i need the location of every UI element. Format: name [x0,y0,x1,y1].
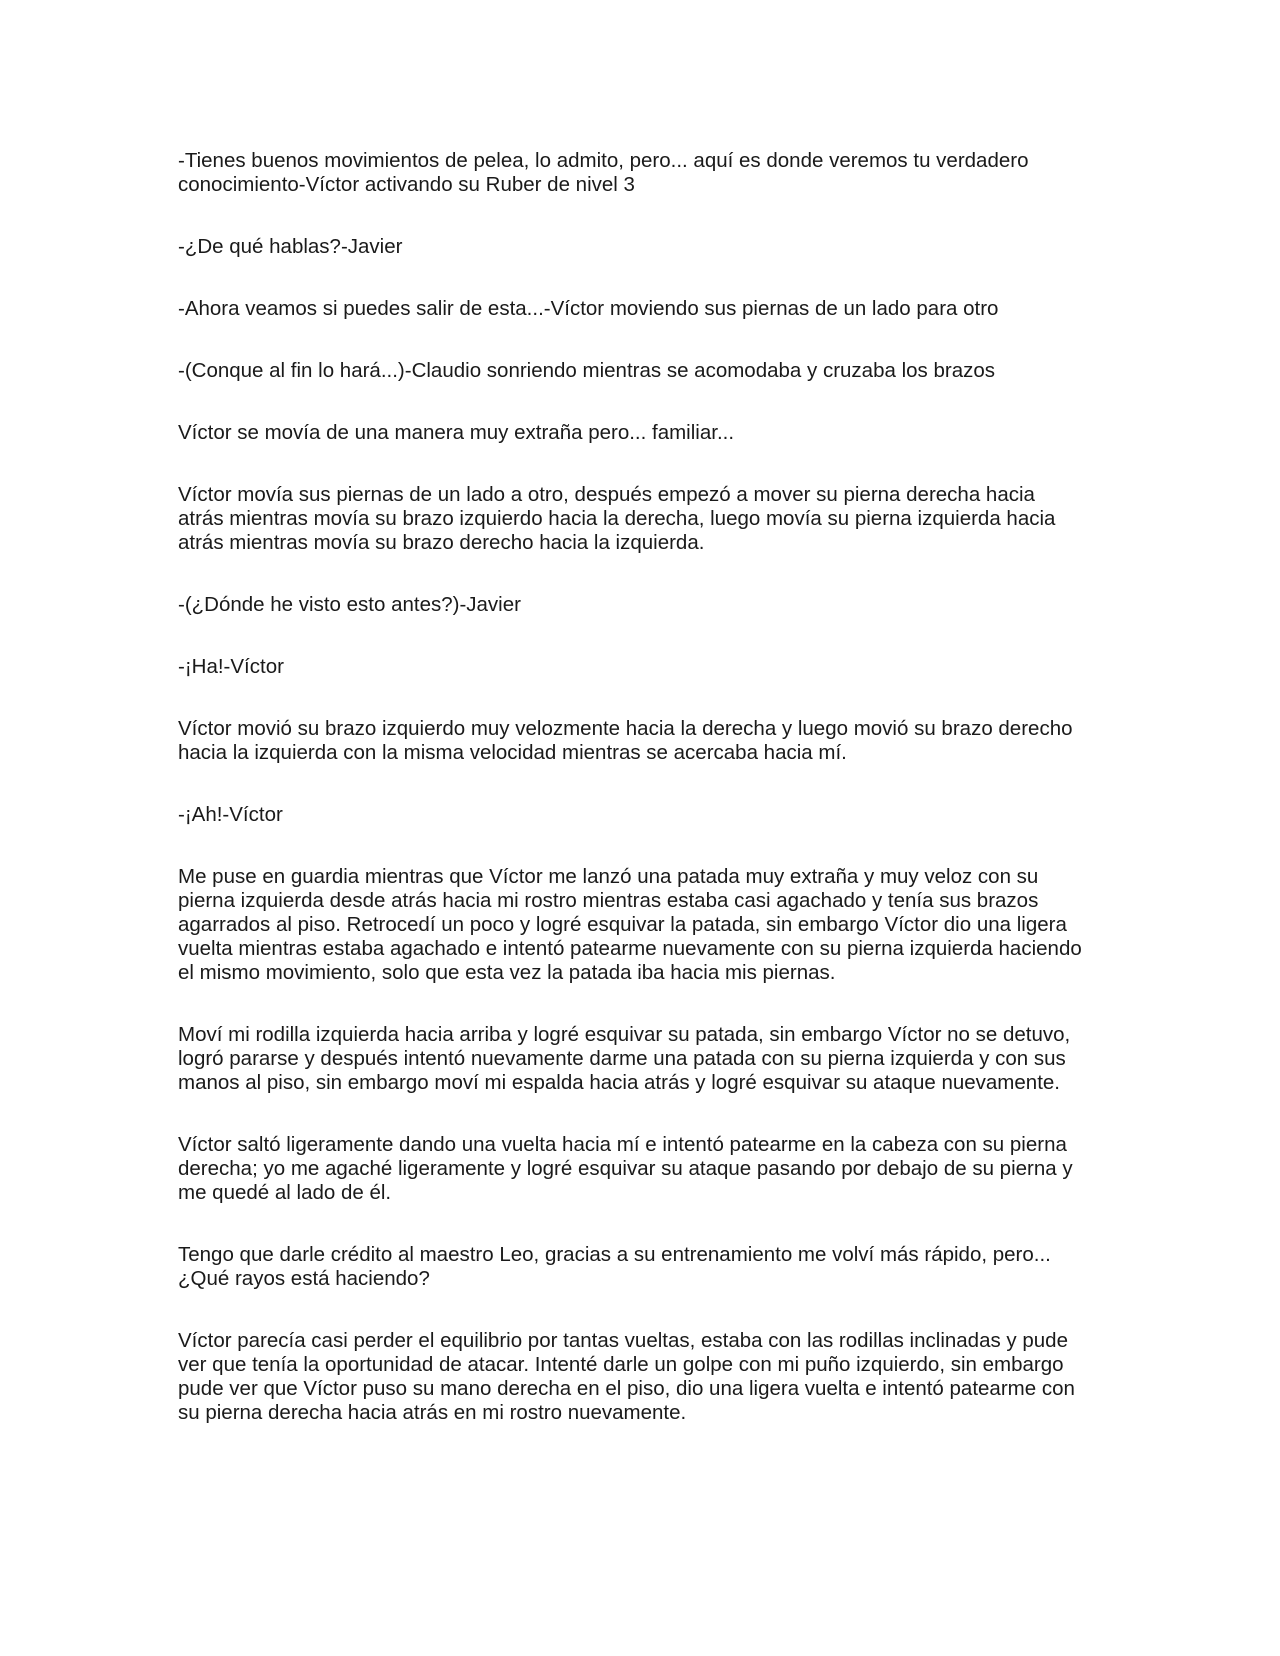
paragraph: -Tienes buenos movimientos de pelea, lo admito, pero... aquí es donde veremos tu verdadero conocimiento-Víctor activando su Ruber de nivel 3 [178,149,1029,196]
paragraph: -¿De qué hablas?-Javier [178,235,403,258]
paragraph: -¡Ah!-Víctor [178,803,283,826]
paragraph: -(Conque al fin lo hará...)-Claudio sonriendo mientras se acomodaba y cruzaba los brazos [178,359,996,382]
paragraph: -(¿Dónde he visto esto antes?)-Javier [178,593,521,616]
document-body [178,149,1108,1463]
paragraph: Víctor movió su brazo izquierdo muy velozmente hacia la derecha y luego movió su brazo derecho hacia la izquierda con la misma velocidad mientras se acercaba hacia mí. [178,717,1073,764]
paragraph: Tengo que darle crédito al maestro Leo, gracias a su entrenamiento me volví más rápido, pero... ¿Qué rayos está haciendo? [178,1243,1051,1290]
paragraph: Víctor se movía de una manera muy extraña pero... familiar... [178,421,735,444]
paragraph: -Ahora veamos si puedes salir de esta...-Víctor moviendo sus piernas de un lado para otro [178,297,999,320]
paragraph: -¡Ha!-Víctor [178,655,284,678]
paragraph: Víctor movía sus piernas de un lado a otro, después empezó a mover su pierna derecha hacia atrás mientras movía su brazo izquierdo hacia la derecha, luego movía su pierna izquierda hacia atrás mientras movía su brazo derecho hacia la izquierda. [178,483,1056,554]
paragraph: Víctor parecía casi perder el equilibrio por tantas vueltas, estaba con las rodillas inclinadas y pude ver que tenía la oportunidad de atacar. Intenté darle un golpe con mi puño izquierdo, sin embargo pude ver que Víctor puso su mano derecha en el piso, dio una ligera vuelta e intentó patearme con su pierna derecha hacia atrás en mi rostro nuevamente. [178,1329,1075,1424]
paragraph: Me puse en guardia mientras que Víctor me lanzó una patada muy extraña y muy veloz con su pierna izquierda desde atrás hacia mi rostro mientras estaba casi agachado y tenía sus brazos agarrados al piso. Retrocedí un poco y logré esquivar la patada, sin embargo Víctor dio una ligera vuelta mientras estaba agachado e intentó patearme nuevamente con su pierna izquierda haciendo el mismo movimiento, solo que esta vez la patada iba hacia mis piernas. [178,865,1082,984]
paragraph: Moví mi rodilla izquierda hacia arriba y logré esquivar su patada, sin embargo Víctor no se detuvo, logró pararse y después intentó nuevamente darme una patada con su pierna izquierda y con sus manos al piso, sin embargo moví mi espalda hacia atrás y logré esquivar su ataque nuevamente. [178,1023,1071,1094]
paragraph: Víctor saltó ligeramente dando una vuelta hacia mí e intentó patearme en la cabeza con su pierna derecha; yo me agaché ligeramente y logré esquivar su ataque pasando por debajo de su pierna y me quedé al lado de él. [178,1133,1073,1204]
